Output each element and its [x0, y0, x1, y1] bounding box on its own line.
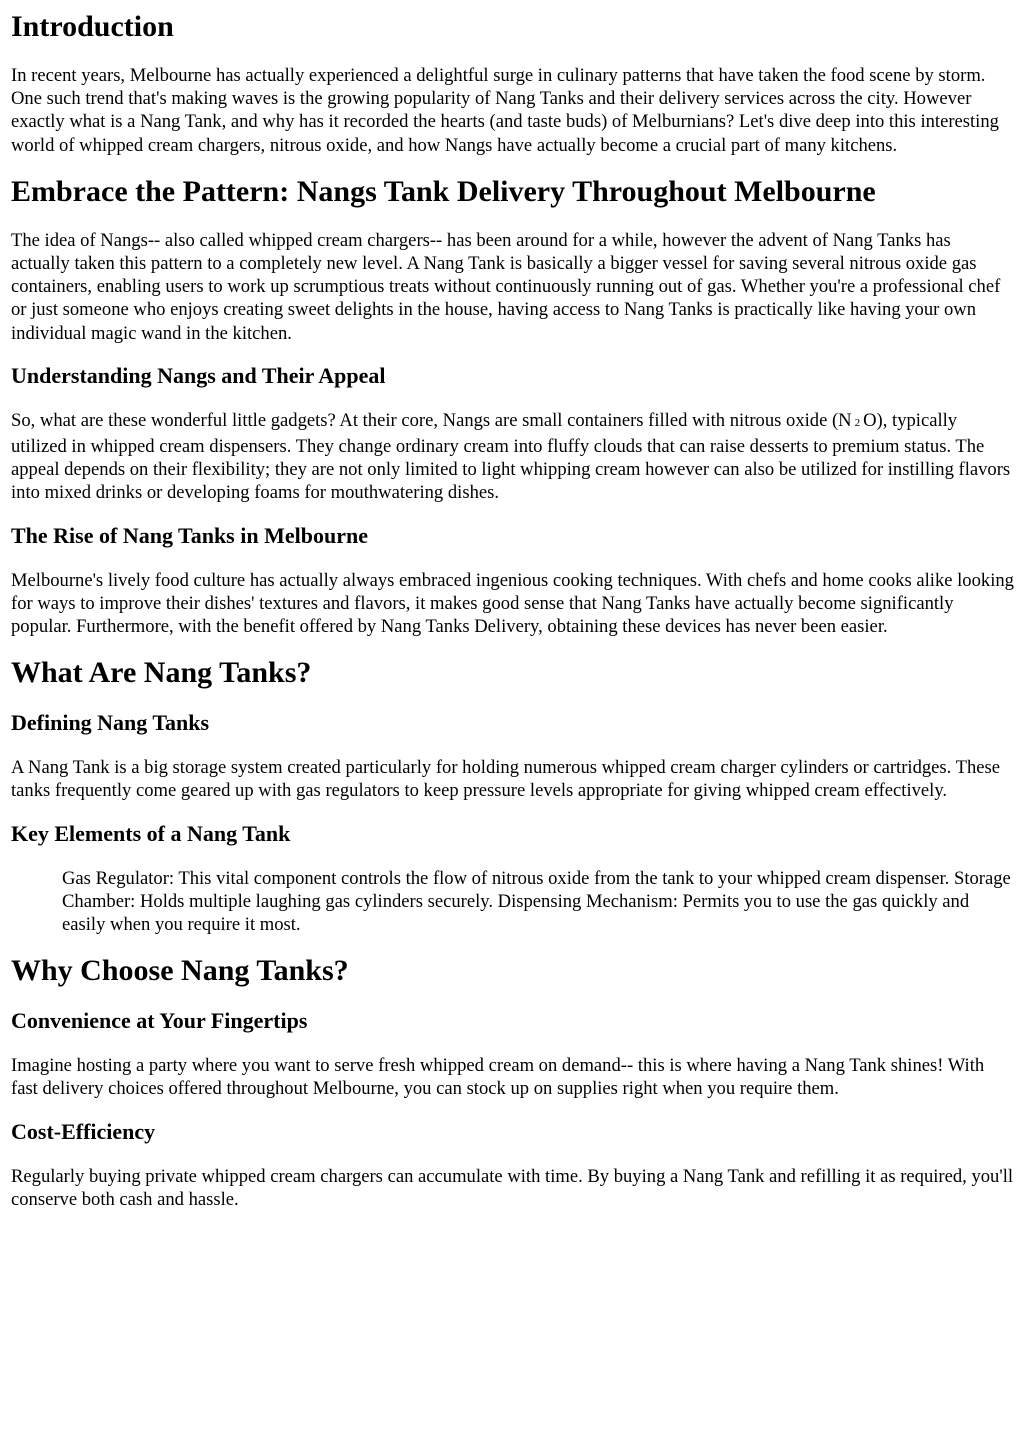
heading-what-are-nang-tanks: What Are Nang Tanks?	[11, 656, 312, 690]
article	[0, 10, 1024, 1211]
paragraph-understanding-text-2: O), typically utilized in whipped cream dispensers. They change ordinary cream into fluffy clouds that can raise desserts to premium status. The appeal depends on their flexibility; they are not only limited to light whipping cream however can also be utilized for instilling flavors into mixed drinks or developing foams for mouthwatering dishes.	[11, 409, 1011, 504]
paragraph-defining-nang-tanks: A Nang Tank is a big storage system created particularly for holding numerous whipped cream charger cylinders or cartridges. These tanks frequently come geared up with gas regulators to keep pressure levels appropriate for giving whipped cream effectively.	[11, 757, 1001, 802]
heading-rise-of-nang-tanks: The Rise of Nang Tanks in Melbourne	[11, 522, 368, 548]
heading-convenience: Convenience at Your Fingertips	[11, 1008, 308, 1034]
heading-embrace-pattern: Embrace the Pattern: Nangs Tank Delivery Throughout Melbourne	[11, 174, 876, 208]
paragraph-rise-of-nang-tanks: Melbourne's lively food culture has actually always embraced ingenious cooking techniques. With chefs and home cooks alike looking for ways to improve their dishes' textures and flavors, it makes good sense that Nang Tanks have actually become significantly popular. Furthermore, with the benefit offered by Nang Tanks Delivery, obtaining these devices has never been easier.	[11, 569, 1014, 638]
paragraph-embrace-pattern: The idea of Nangs-- also called whipped cream chargers-- has been around for a while, however the advent of Nang Tanks has actually taken this pattern to a completely new level. A Nang Tank is basically a bigger vessel for saving several nitrous oxide gas containers, enabling users to work up scrumptious treats without continuously running out of gas. Whether you're a professional chef or just someone who enjoys creating sweet delights in the house, having access to Nang Tanks is practically like having your own individual magic wand in the kitchen.	[11, 229, 1001, 344]
paragraph-understanding-text-1: So, what are these wonderful little gadgets? At their core, Nangs are small containers filled with nitrous oxide (N	[11, 409, 852, 431]
heading-key-elements: Key Elements of a Nang Tank	[11, 820, 291, 846]
paragraph-introduction: In recent years, Melbourne has actually experienced a delightful surge in culinary patterns that have taken the food scene by storm. One such trend that's making waves is the growing popularity of Nang Tanks and their delivery services across the city. However exactly what is a Nang Tank, and why has it recorded the hearts (and taste buds) of Melburnians? Let's dive deep into this interesting world of whipped cream chargers, nitrous oxide, and how Nangs have actually become a crucial part of many kitchens.	[11, 65, 999, 156]
heading-defining-nang-tanks: Defining Nang Tanks	[11, 710, 210, 736]
heading-cost-efficiency: Cost-Efficiency	[11, 1118, 156, 1144]
blockquote-key-elements: Gas Regulator: This vital component controls the flow of nitrous oxide from the tank to your whipped cream dispenser. Storage Chamber: Holds multiple laughing gas cylinders securely. Dispensing Mechanism: Permits you to use the gas quickly and easily when you require it most.	[62, 867, 1011, 936]
heading-introduction: Introduction	[11, 10, 174, 43]
paragraph-cost-efficiency: Regularly buying private whipped cream chargers can accumulate with time. By buying a Nang Tank and refilling it as required, you'll conserve both cash and hassle.	[11, 1165, 1014, 1210]
heading-why-choose: Why Choose Nang Tanks?	[11, 954, 349, 988]
heading-understanding-nangs: Understanding Nangs and Their Appeal	[11, 362, 386, 388]
paragraph-understanding-nangs	[11, 409, 1014, 505]
paragraph-convenience: Imagine hosting a party where you want to serve fresh whipped cream on demand-- this is where having a Nang Tank shines! With fast delivery choices offered throughout Melbourne, you can stock up on supplies right when you require them.	[11, 1055, 985, 1100]
subscript-two: 2	[854, 416, 861, 429]
